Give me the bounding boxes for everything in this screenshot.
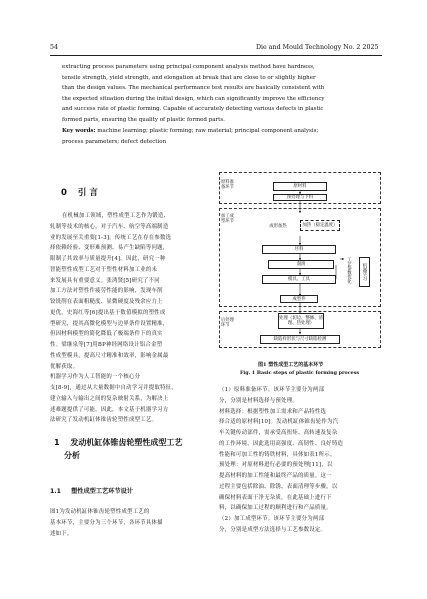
section-heading-1 <box>54 437 182 450</box>
section-title: 引 言 <box>77 188 98 198</box>
section-number: 0 <box>61 188 67 198</box>
body-line: 建立输入与输出之间的复杂映射关系，为解决上 <box>50 395 169 402</box>
page-number: 54 <box>50 44 59 51</box>
abstract-line: the expected situation during the initial design, which can significantly improve the efficiency <box>62 95 325 102</box>
subsection-title: 塑性成型工艺环节设计 <box>71 488 133 495</box>
journal-title: Die and Mould Technology No. 2 2025 <box>256 44 379 51</box>
body-line: 智能塑性成型工艺对于塑性材料加工业的未 <box>50 266 158 273</box>
body-line: 来发展具有重要意义。张鸿贤[5]研究了不同 <box>50 277 160 284</box>
stage3-label: 后处理环节 <box>221 318 234 329</box>
forming-heating-box: 成形加热 <box>260 215 296 237</box>
header-rule <box>50 55 382 56</box>
figure-1-flowchart <box>218 172 382 358</box>
abstract-line: than the design values. The mechanical performance test results are basically consistent with <box>62 85 325 92</box>
abstract-line: extracting process parameters using principal component analysis method have hardness, <box>62 64 315 70</box>
keywords-line: process parameters; defect detection <box>62 138 167 145</box>
keywords <box>62 126 318 137</box>
body-line: 的工作环境，因此选用高强度、高韧性、良好铸造 <box>219 440 344 447</box>
body-line: 更优。史海红等[6]提出基于数值模拟的塑性成 <box>50 309 166 316</box>
body-line: 预处理：对原材料进行必要的预处理[11]，以 <box>219 462 333 469</box>
figure-caption-en: Fig. 1 Basic steps of plastic forming process <box>240 370 360 376</box>
process-params-box: 工艺参数优化 <box>344 252 354 288</box>
body-line: 分，分别是材料选择与预处理。 <box>219 397 298 404</box>
subsection-heading-1-1 <box>50 486 133 495</box>
body-line: 限制了其效率与质量提升[4]。因此，研究一种 <box>50 256 166 262</box>
body-line: 加工方法对塑性件疲劳性能的影响，发现车削 <box>50 288 163 295</box>
pretreatment-box: 预处理与下料 <box>273 194 327 201</box>
body-line: 优解获取。 <box>50 363 79 370</box>
subsection-number: 1.1 <box>50 488 61 495</box>
body-line: 述难题提供了可能。因此，本文基于机器学习方 <box>50 406 169 413</box>
body-line: 确保材料表面干净无杂质，在此基础上进行下 <box>219 494 332 501</box>
figure-caption-cn: 图1 塑性成型工艺的基本环节 <box>258 362 324 368</box>
formed-part-box: 成型件 <box>280 295 318 303</box>
body-line: 提高材料的加工性能和最终产品的质量。这一 <box>219 473 332 479</box>
inspection-box: 缺陷样形状与尺寸缺陷检测 <box>260 335 340 344</box>
body-line: 料，以确保加工过程的顺利进行和产品质量。 <box>219 505 332 512</box>
section-heading-0 <box>61 186 98 198</box>
abstract-line: and success rate of plastic forming. Capable of accurately detecting various defects in plastic <box>62 106 324 113</box>
body-line: 述如下。 <box>50 530 73 537</box>
stage2-label: 加工成型环节 <box>221 214 234 225</box>
body-line: 轧制等技术的核心，对于汽车、航空等高端制造 <box>50 223 169 230</box>
body-line: 分，分别是成型方法选择与工艺参数设定。 <box>219 526 327 533</box>
blank-box: 坯料 <box>262 245 336 254</box>
body-line: （1）原料准备环节。该环节主要分为两部 <box>219 387 325 393</box>
section-title: 发动机缸体锥齿轮塑性成型工艺 <box>70 438 183 447</box>
body-line: 择依赖经验、变形难预测、易产生缺陷等问题， <box>50 245 169 252</box>
section-heading-1-cont: 分析 <box>64 451 80 460</box>
body-line: 业的发展至关重要[1-3]。传统工艺在存在参数选 <box>50 234 172 241</box>
body-line: 铰铣削在表面粗糙度、显微硬度及残余应力上 <box>50 299 163 305</box>
body-line: 择合适的原材料[10]。发动机缸体锥齿轮作为汽 <box>219 419 339 426</box>
body-line: 材料选择：根据塑性加工需求和产品特性选 <box>219 408 327 415</box>
post-processing-box: 处理（切边、整修、清理、热处理） <box>278 313 324 329</box>
die-tool-box: 模具，工具 <box>262 275 336 284</box>
keywords-label: Key words: <box>62 128 96 134</box>
lubrication-box: 润滑 <box>268 260 334 269</box>
body-line: 性。梁继泉等[7]用BP神经网络设计铝合金塑 <box>50 342 163 348</box>
heating-box: 加热（稳定温度） <box>300 220 340 231</box>
body-line: 法研究了发动机缸体锥齿轮塑性成型工艺。 <box>50 417 158 424</box>
body-line: 型研究，提其高微化模型与边界条件设置精准， <box>50 320 169 327</box>
body-line: 性能和可加工性的铸铁材料，具体如表1所示。 <box>219 451 336 458</box>
section-number: 1 <box>54 438 60 447</box>
stage1-label: 原料准备环节 <box>221 180 234 191</box>
abstract-line: formed parts, ensuring the quality of plastic formed parts. <box>62 117 225 123</box>
body-line: 性成型模具，提高尺寸精准和效率，影响金属最 <box>50 352 169 359</box>
ml-box: 机器学习 <box>359 257 370 287</box>
body-line: 图1为发动机缸体锥齿轮塑性成型工艺的 <box>50 509 150 515</box>
abstract-line: tensile strength, yield strength, and elongation at break that are close to or slightly higher <box>62 74 316 81</box>
body-line: （2）加工成型环节。该环节主要分为两部 <box>219 516 325 522</box>
keywords-line: machine learning; plastic forming; raw material; principal component analysis; <box>95 128 319 134</box>
body-line: 在机械加工领域，塑性成型工艺作为锻造、 <box>62 213 170 219</box>
raw-material-box: 原材料 <box>273 182 327 191</box>
body-line: 基本环节，主要分为三个环节，各环节具体描 <box>50 519 163 526</box>
body-line: 车关键传动部件，需承受高扭矩、高转速及复杂 <box>219 430 338 436</box>
body-line: 但因材料模型的简化降低了极端条件下的真实 <box>50 331 163 338</box>
body-line: 支[8-9]，通过从大量数据中自动学习并提取特征， <box>50 385 177 391</box>
body-line: 机器学习作为人工智能的一个核心分 <box>50 374 141 381</box>
body-line: 过程主要包括除油、除锈、表面清理等步骤，以 <box>219 483 338 490</box>
